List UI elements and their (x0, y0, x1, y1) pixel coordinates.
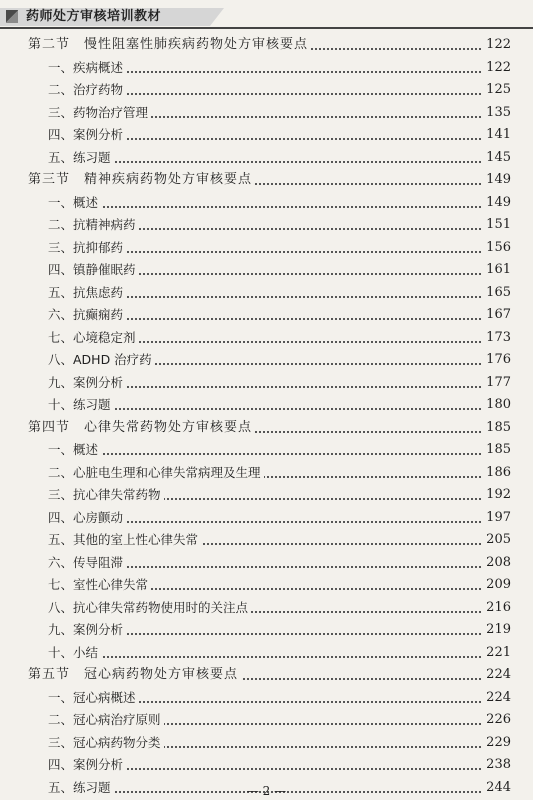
toc-item-row (0, 642, 533, 664)
toc-item-row (0, 237, 533, 259)
toc-item-row (0, 462, 533, 484)
toc-entry-page: 180 (483, 396, 511, 414)
toc-entry-title: 三、抗抑郁药 (48, 239, 126, 257)
toc-section-row (0, 169, 533, 191)
toc-entry-title: 五、其他的室上性心律失常 (48, 531, 201, 549)
toc-item-row (0, 57, 533, 79)
toc-item-row (0, 372, 533, 394)
toc-entry-page: 149 (483, 171, 511, 189)
toc-entry-title: 一、冠心病概述 (48, 689, 139, 707)
toc-entry-page: 161 (483, 261, 511, 279)
toc-entry-page: 208 (483, 554, 511, 572)
toc-entry-page: 244 (483, 779, 511, 797)
toc-entry-title: 一、概述 (48, 194, 101, 212)
toc-entry-title: 一、概述 (48, 441, 101, 459)
header-rule (0, 27, 533, 29)
toc-entry-page: 224 (483, 666, 511, 684)
book-title: 药师处方审核培训教材 (26, 9, 162, 24)
toc-entry-title: 七、心境稳定剂 (48, 329, 139, 347)
toc-entry-page: 125 (483, 81, 511, 99)
toc-item-row (0, 102, 533, 124)
header-band-tab (210, 8, 224, 26)
toc-section-row (0, 417, 533, 439)
toc-item-row (0, 597, 533, 619)
toc-entry-page: 167 (483, 306, 511, 324)
toc-entry-page: 145 (483, 149, 511, 167)
toc-entry-title: 五、抗焦虑药 (48, 284, 126, 302)
toc-item-row (0, 192, 533, 214)
toc-entry-title: 第四节 心律失常药物处方审核要点 (28, 419, 255, 437)
toc-item-row (0, 439, 533, 461)
toc-entry-title: 十、小结 (48, 644, 101, 662)
toc-entry-title: 十、练习题 (48, 396, 114, 414)
toc-entry-page: 238 (483, 756, 511, 774)
toc-entry-title: 七、室性心律失常 (48, 576, 151, 594)
toc-item-row (0, 507, 533, 529)
toc-entry-title: 三、药物治疗管理 (48, 104, 151, 122)
leader-dots (60, 161, 481, 163)
toc-item-row (0, 394, 533, 416)
toc-item-row (0, 327, 533, 349)
toc-entry-title: 八、抗心律失常药物使用时的关注点 (48, 599, 251, 617)
toc-item-row (0, 484, 533, 506)
toc-entry-title: 二、抗精神病药 (48, 216, 139, 234)
leader-dots (60, 206, 481, 208)
toc-entry-page: 177 (483, 374, 511, 392)
toc-item-row (0, 574, 533, 596)
toc-entry-title: 二、心脏电生理和心律失常病理及生理 (48, 464, 264, 482)
toc-entry-title: 四、镇静催眠药 (48, 261, 139, 279)
toc-entry-page: 226 (483, 711, 511, 729)
toc-entry-title: 六、抗癫痫药 (48, 306, 126, 324)
leader-dots (60, 408, 481, 410)
toc-section-row (0, 34, 533, 56)
toc-entry-page: 122 (483, 36, 511, 54)
page-number: — 2 — (246, 784, 287, 798)
toc-entry-title: 三、冠心病药物分类 (48, 734, 164, 752)
toc-entry-title: 一、疾病概述 (48, 59, 126, 77)
toc-entry-title: 六、传导阻滞 (48, 554, 126, 572)
toc-entry-title: 二、治疗药物 (48, 81, 126, 99)
toc-entry-page: 224 (483, 689, 511, 707)
toc-section-row (0, 664, 533, 686)
toc-item-row (0, 529, 533, 551)
toc-entry-title: 三、抗心律失常药物 (48, 486, 164, 504)
toc-entry-page: 185 (483, 441, 511, 459)
toc-entry-page: 197 (483, 509, 511, 527)
toc-item-row (0, 79, 533, 101)
toc-entry-page: 219 (483, 621, 511, 639)
toc-entry-page: 229 (483, 734, 511, 752)
toc-entry-page: 173 (483, 329, 511, 347)
toc-entry-title: 九、案例分析 (48, 374, 126, 392)
toc-item-row (0, 259, 533, 281)
toc-entry-title: 四、案例分析 (48, 756, 126, 774)
toc-item-row (0, 619, 533, 641)
toc-item-row (0, 687, 533, 709)
toc-entry-page: 141 (483, 126, 511, 144)
toc-entry-title: 第五节 冠心病药物处方审核要点 (28, 666, 241, 684)
toc-entry-title: 二、冠心病治疗原则 (48, 711, 164, 729)
toc-entry-title: 第三节 精神疾病药物处方审核要点 (28, 171, 255, 189)
toc-item-row (0, 709, 533, 731)
toc-entry-page: 176 (483, 351, 511, 369)
toc-entry-page: 165 (483, 284, 511, 302)
toc-entry-title: 四、心房颤动 (48, 509, 126, 527)
toc-entry-page: 192 (483, 486, 511, 504)
toc-entry-page: 216 (483, 599, 511, 617)
toc-item-row (0, 732, 533, 754)
leader-dots (60, 656, 481, 658)
running-header (0, 0, 533, 32)
toc-entry-page: 185 (483, 419, 511, 437)
toc-entry-title: 五、练习题 (48, 149, 114, 167)
toc-entry-page: 209 (483, 576, 511, 594)
toc-entry-page: 205 (483, 531, 511, 549)
toc-item-row (0, 754, 533, 776)
toc-entry-title: 八、ADHD 治疗药 (48, 351, 155, 369)
toc-entry-title: 九、案例分析 (48, 621, 126, 639)
toc-entry-title: 五、练习题 (48, 779, 114, 797)
toc-item-row (0, 214, 533, 236)
toc-entry-page: 221 (483, 644, 511, 662)
toc-entry-page: 151 (483, 216, 511, 234)
toc-item-row (0, 147, 533, 169)
toc-entry-page: 122 (483, 59, 511, 77)
toc-entry-title: 第二节 慢性阻塞性肺疾病药物处方审核要点 (28, 36, 311, 54)
toc-item-row (0, 552, 533, 574)
toc-entry-page: 149 (483, 194, 511, 212)
header-marker-icon (6, 10, 18, 23)
toc-item-row (0, 349, 533, 371)
toc-entry-page: 186 (483, 464, 511, 482)
toc-entry-title: 四、案例分析 (48, 126, 126, 144)
toc-item-row (0, 124, 533, 146)
toc-item-row (0, 304, 533, 326)
toc-entry-page: 156 (483, 239, 511, 257)
toc-item-row (0, 282, 533, 304)
leader-dots (60, 453, 481, 455)
toc-entry-page: 135 (483, 104, 511, 122)
